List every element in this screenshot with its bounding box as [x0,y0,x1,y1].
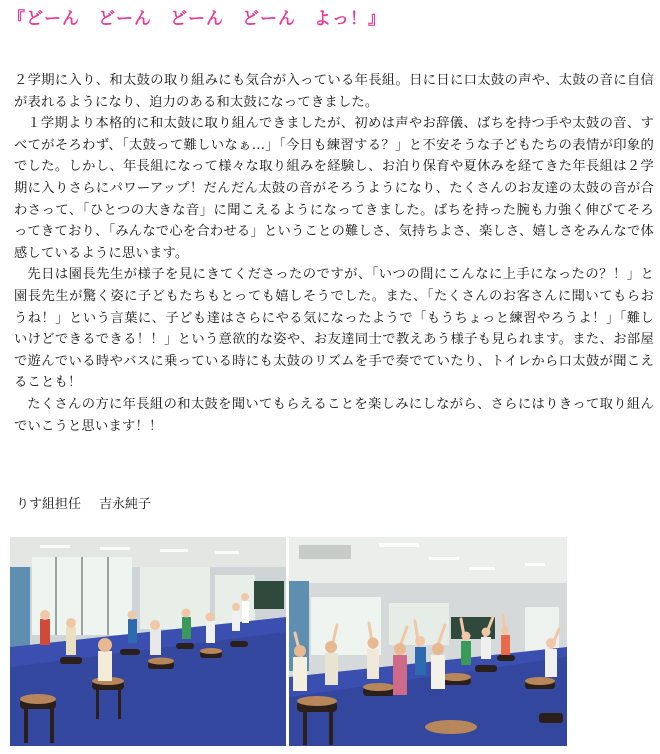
author-signature [16,493,169,512]
taiko-practice-photo-wide [10,537,286,746]
page-title: 『どーん どーん どーん どーん よっ！』 [8,9,386,29]
paragraph-1: ２学期に入り、和太鼓の取り組みにも気合が入っている年長組。日に日に口太鼓の声や、太鼓の音に自信が表れるようになり、迫力のある和太鼓になってきました。 [14,73,654,110]
paragraph-3: 先日は園長先生が様子を見にきてくださったのですが、「いつの間にこんなに上手になったの？！」と園長先生が驚く姿に子どもたちもとっても嬉しそうでした。また、「たくさんのお客さんに聞いてもらおうね！」という言葉に、子ども達はさらにやる気になったようで「もうちょっと練習やろうよ！」「難しいけどできるできる！！」という意欲的な姿や、お友達同士で教えあう様子も見られます。また、お部屋で遊んでいる時やバスに乗っている時にも太鼓のリズムを手で奏でていたり、トイレから口太鼓が聞こえることも！ [14,267,654,391]
taiko-practice-photo-raised-arms [289,537,567,746]
article-body [14,70,654,437]
author-class-role: りす組担任 [16,497,82,512]
paragraph-4: たくさんの方に年長組の和太鼓を聞いてもらえることを楽しみにしながら、さらにはりきって取り組んでいこうと思います！！ [14,396,654,434]
paragraph-2: １学期より本格的に和太鼓に取り組んできましたが、初めは声やお辞儀、ばちを持つ手や太鼓の音、すべてがそろわず、「太鼓って難しいなぁ…」「今日も練習する？」と不安そうな子どもたちの表情が印象的でした。しかし、年長組になって様々な取り組みを経験し、お泊り保育や夏休みを経てきた年長組は２学期に入りさらにパワーアップ！だんだん太鼓の音がそろうようになり、たくさんのお友達の太鼓の音が合わさって、「ひとつの大きな音」に聞こえるようになってきました。ばちを持った腕も力強く伸びてそろってきており、「みんなで心を合わせる」ということの難しさ、気持ちよさ、楽しさ、嬉しさをみんなで体感しているように思います。 [14,116,654,261]
author-name: 吉永純子 [99,497,152,512]
